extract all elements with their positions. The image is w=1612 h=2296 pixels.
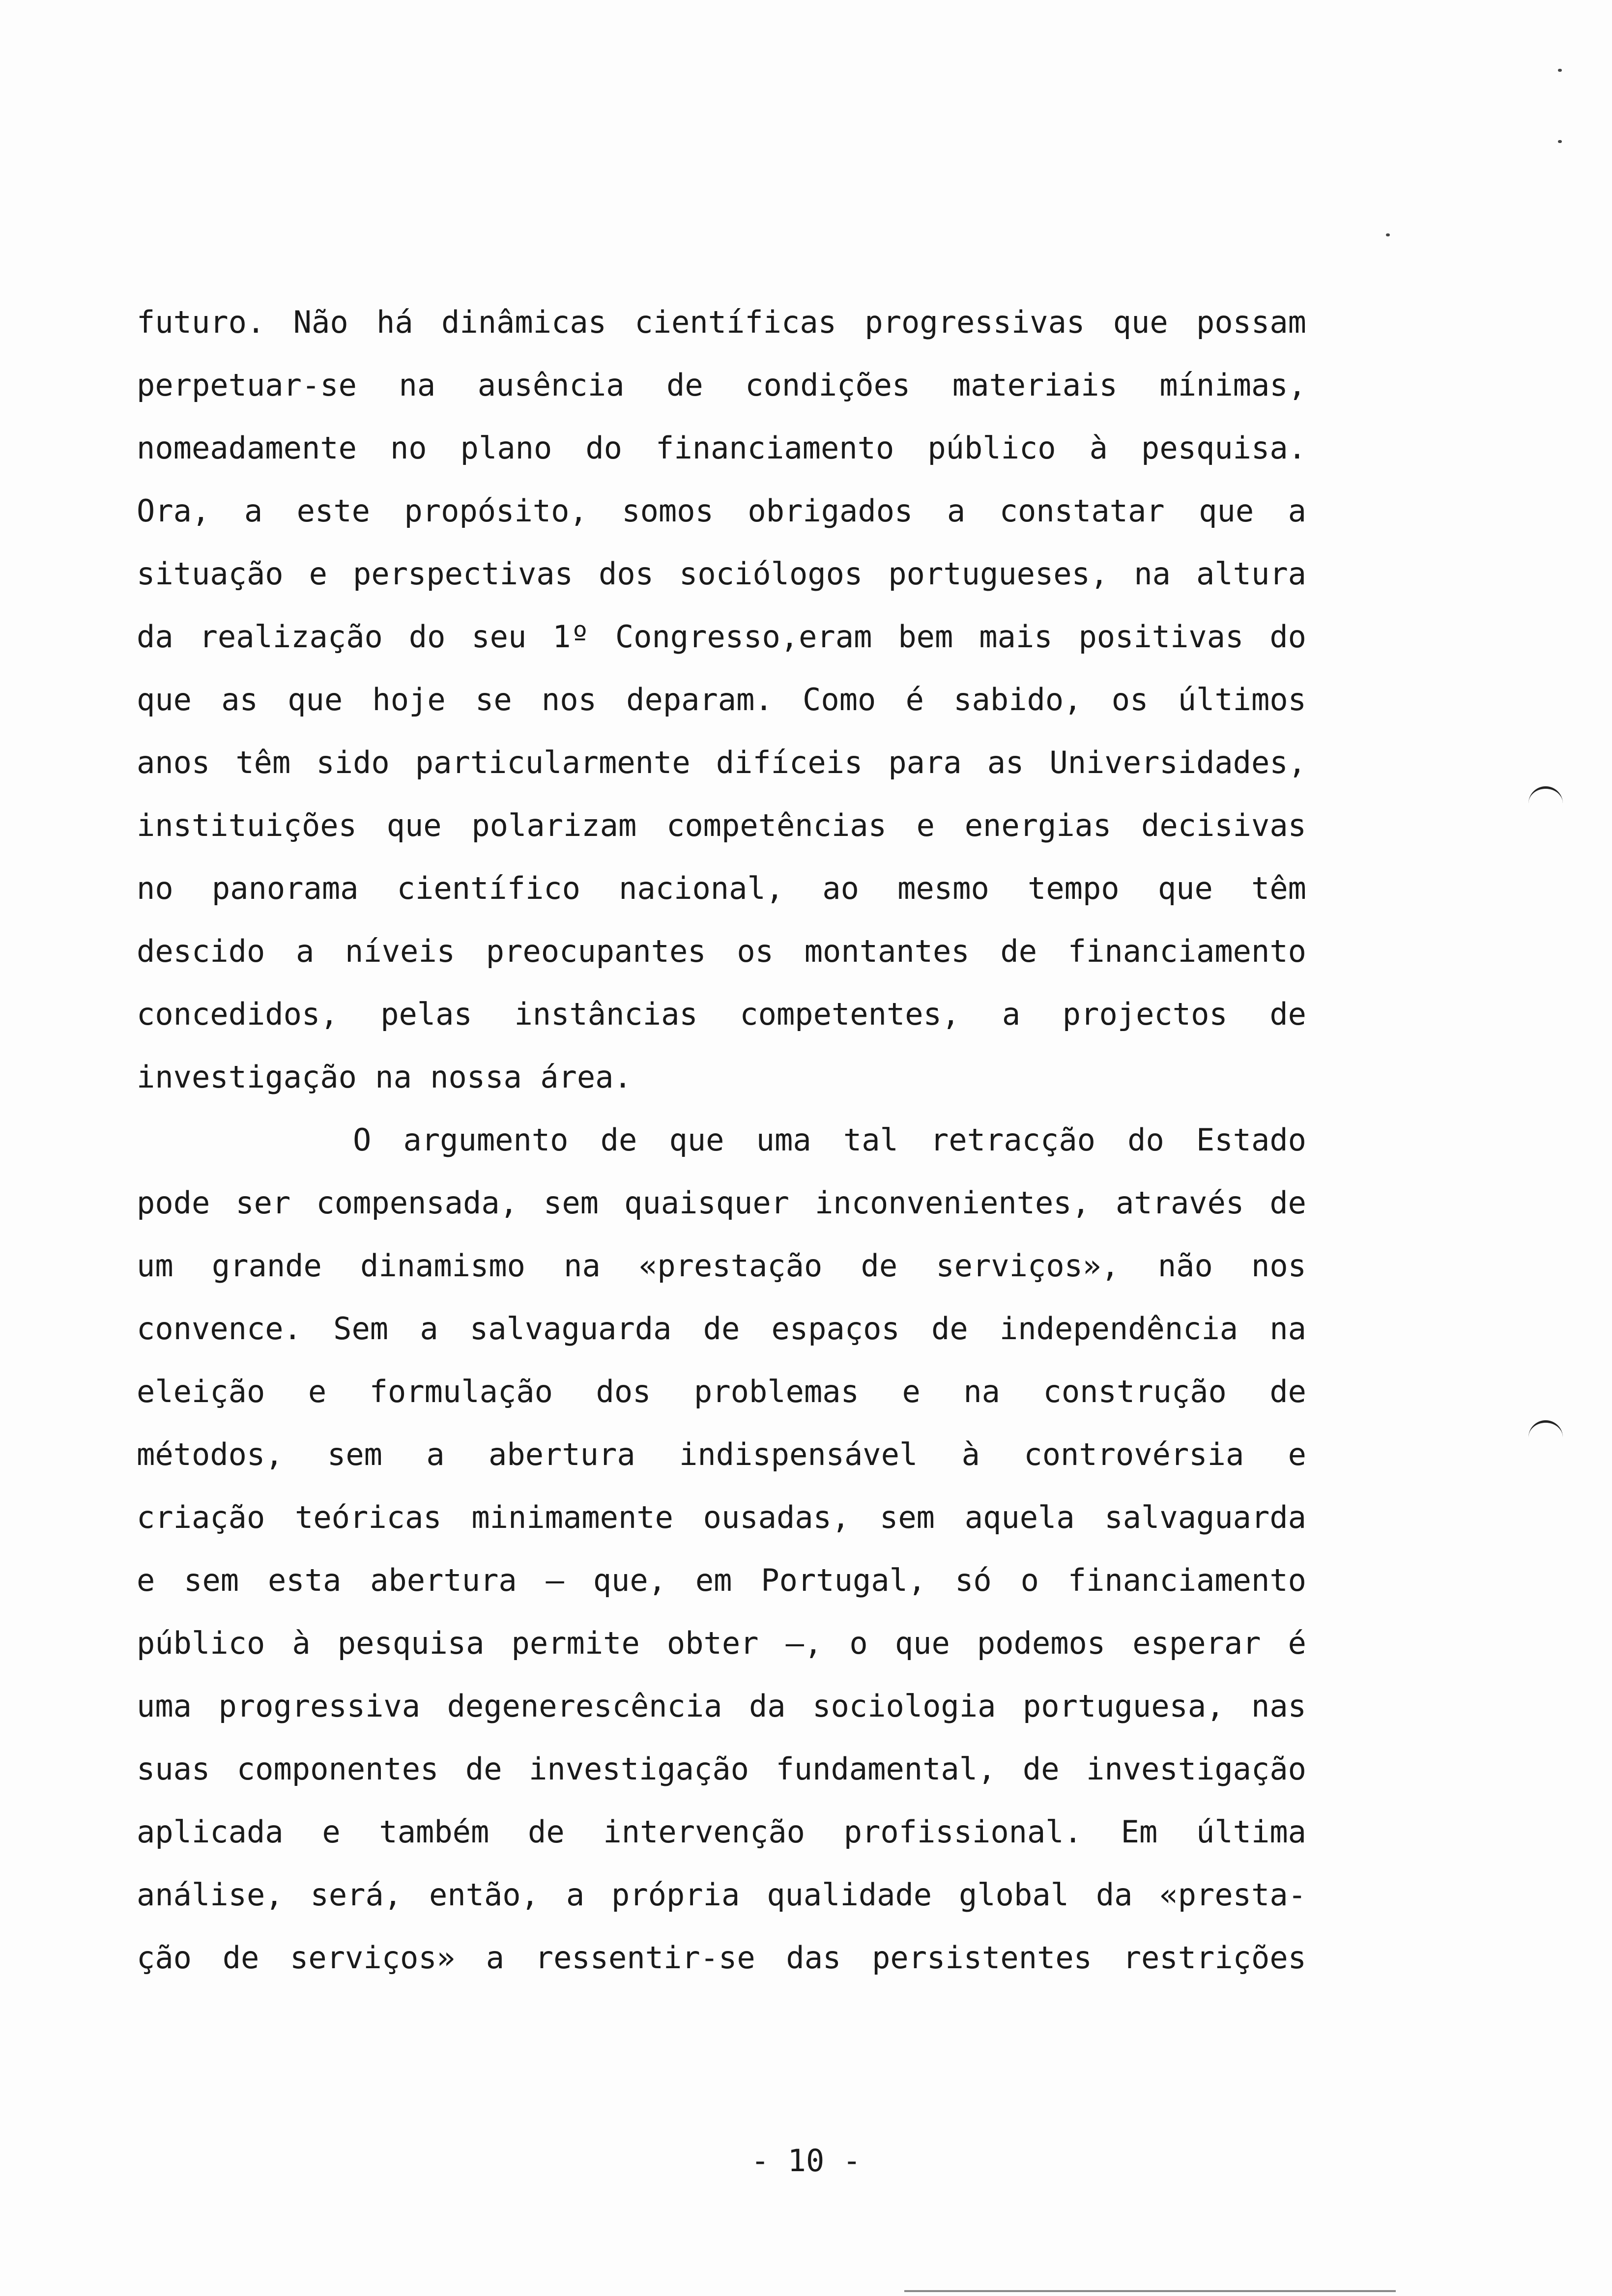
scan-speck — [1386, 233, 1390, 236]
text-line: aplicada e também de intervenção profissional. Em última — [137, 1814, 1306, 1850]
text-line: instituições que polarizam competências e energias decisivas — [137, 807, 1306, 843]
page-number: - 10 - — [751, 2143, 861, 2179]
text-line: situação e perspectivas dos sociólogos portugueses, na altura — [137, 556, 1306, 592]
text-line: eleição e formulação dos problemas e na construção de — [137, 1374, 1306, 1409]
text-line: convence. Sem a salvaguarda de espaços de independência na — [137, 1311, 1306, 1347]
punch-hole-mark — [1528, 1420, 1563, 1442]
scan-edge-line — [904, 2290, 1396, 2292]
text-line: público à pesquisa permite obter —, o que podemos esperar é — [137, 1625, 1306, 1661]
text-line-paragraph-start: O argumento de que uma tal retracção do Estado — [353, 1122, 1306, 1158]
body-text — [137, 291, 1306, 1989]
text-line: análise, será, então, a própria qualidade global da «presta- — [137, 1877, 1306, 1913]
text-line: futuro. Não há dinâmicas científicas progressivas que possam — [137, 304, 1306, 340]
text-line: descido a níveis preocupantes os montantes de financiamento — [137, 933, 1306, 969]
text-line: ção de serviços» a ressentir-se das persistentes restrições — [137, 1940, 1306, 1976]
text-line: que as que hoje se nos deparam. Como é sabido, os últimos — [137, 682, 1306, 718]
text-line: métodos, sem a abertura indispensável à controvérsia e — [137, 1436, 1306, 1472]
text-line: da realização do seu 1º Congresso,eram bem mais positivas do — [137, 619, 1306, 655]
punch-hole-mark — [1528, 786, 1563, 808]
text-line: criação teóricas minimamente ousadas, sem aquela salvaguarda — [137, 1499, 1306, 1535]
text-line: e sem esta abertura — que, em Portugal, só o financiamento — [137, 1562, 1306, 1598]
text-line: uma progressiva degenerescência da sociologia portuguesa, nas — [137, 1688, 1306, 1724]
text-line: no panorama científico nacional, ao mesmo tempo que têm — [137, 870, 1306, 906]
text-line: concedidos, pelas instâncias competentes, a projectos de — [137, 996, 1306, 1032]
text-line: perpetuar-se na ausência de condições materiais mínimas, — [137, 367, 1306, 403]
text-line: anos têm sido particularmente difíceis para as Universidades, — [137, 745, 1306, 780]
text-line: nomeadamente no plano do financiamento público à pesquisa. — [137, 430, 1306, 466]
scan-speck — [1558, 140, 1562, 143]
text-line: um grande dinamismo na «prestação de serviços», não nos — [137, 1248, 1306, 1284]
text-line: pode ser compensada, sem quaisquer inconvenientes, através de — [137, 1185, 1306, 1221]
text-line: suas componentes de investigação fundamental, de investigação — [137, 1751, 1306, 1787]
scan-speck — [1558, 69, 1562, 72]
text-line: Ora, a este propósito, somos obrigados a constatar que a — [137, 493, 1306, 529]
text-line-paragraph-end: investigação na nossa área. — [137, 1059, 632, 1095]
